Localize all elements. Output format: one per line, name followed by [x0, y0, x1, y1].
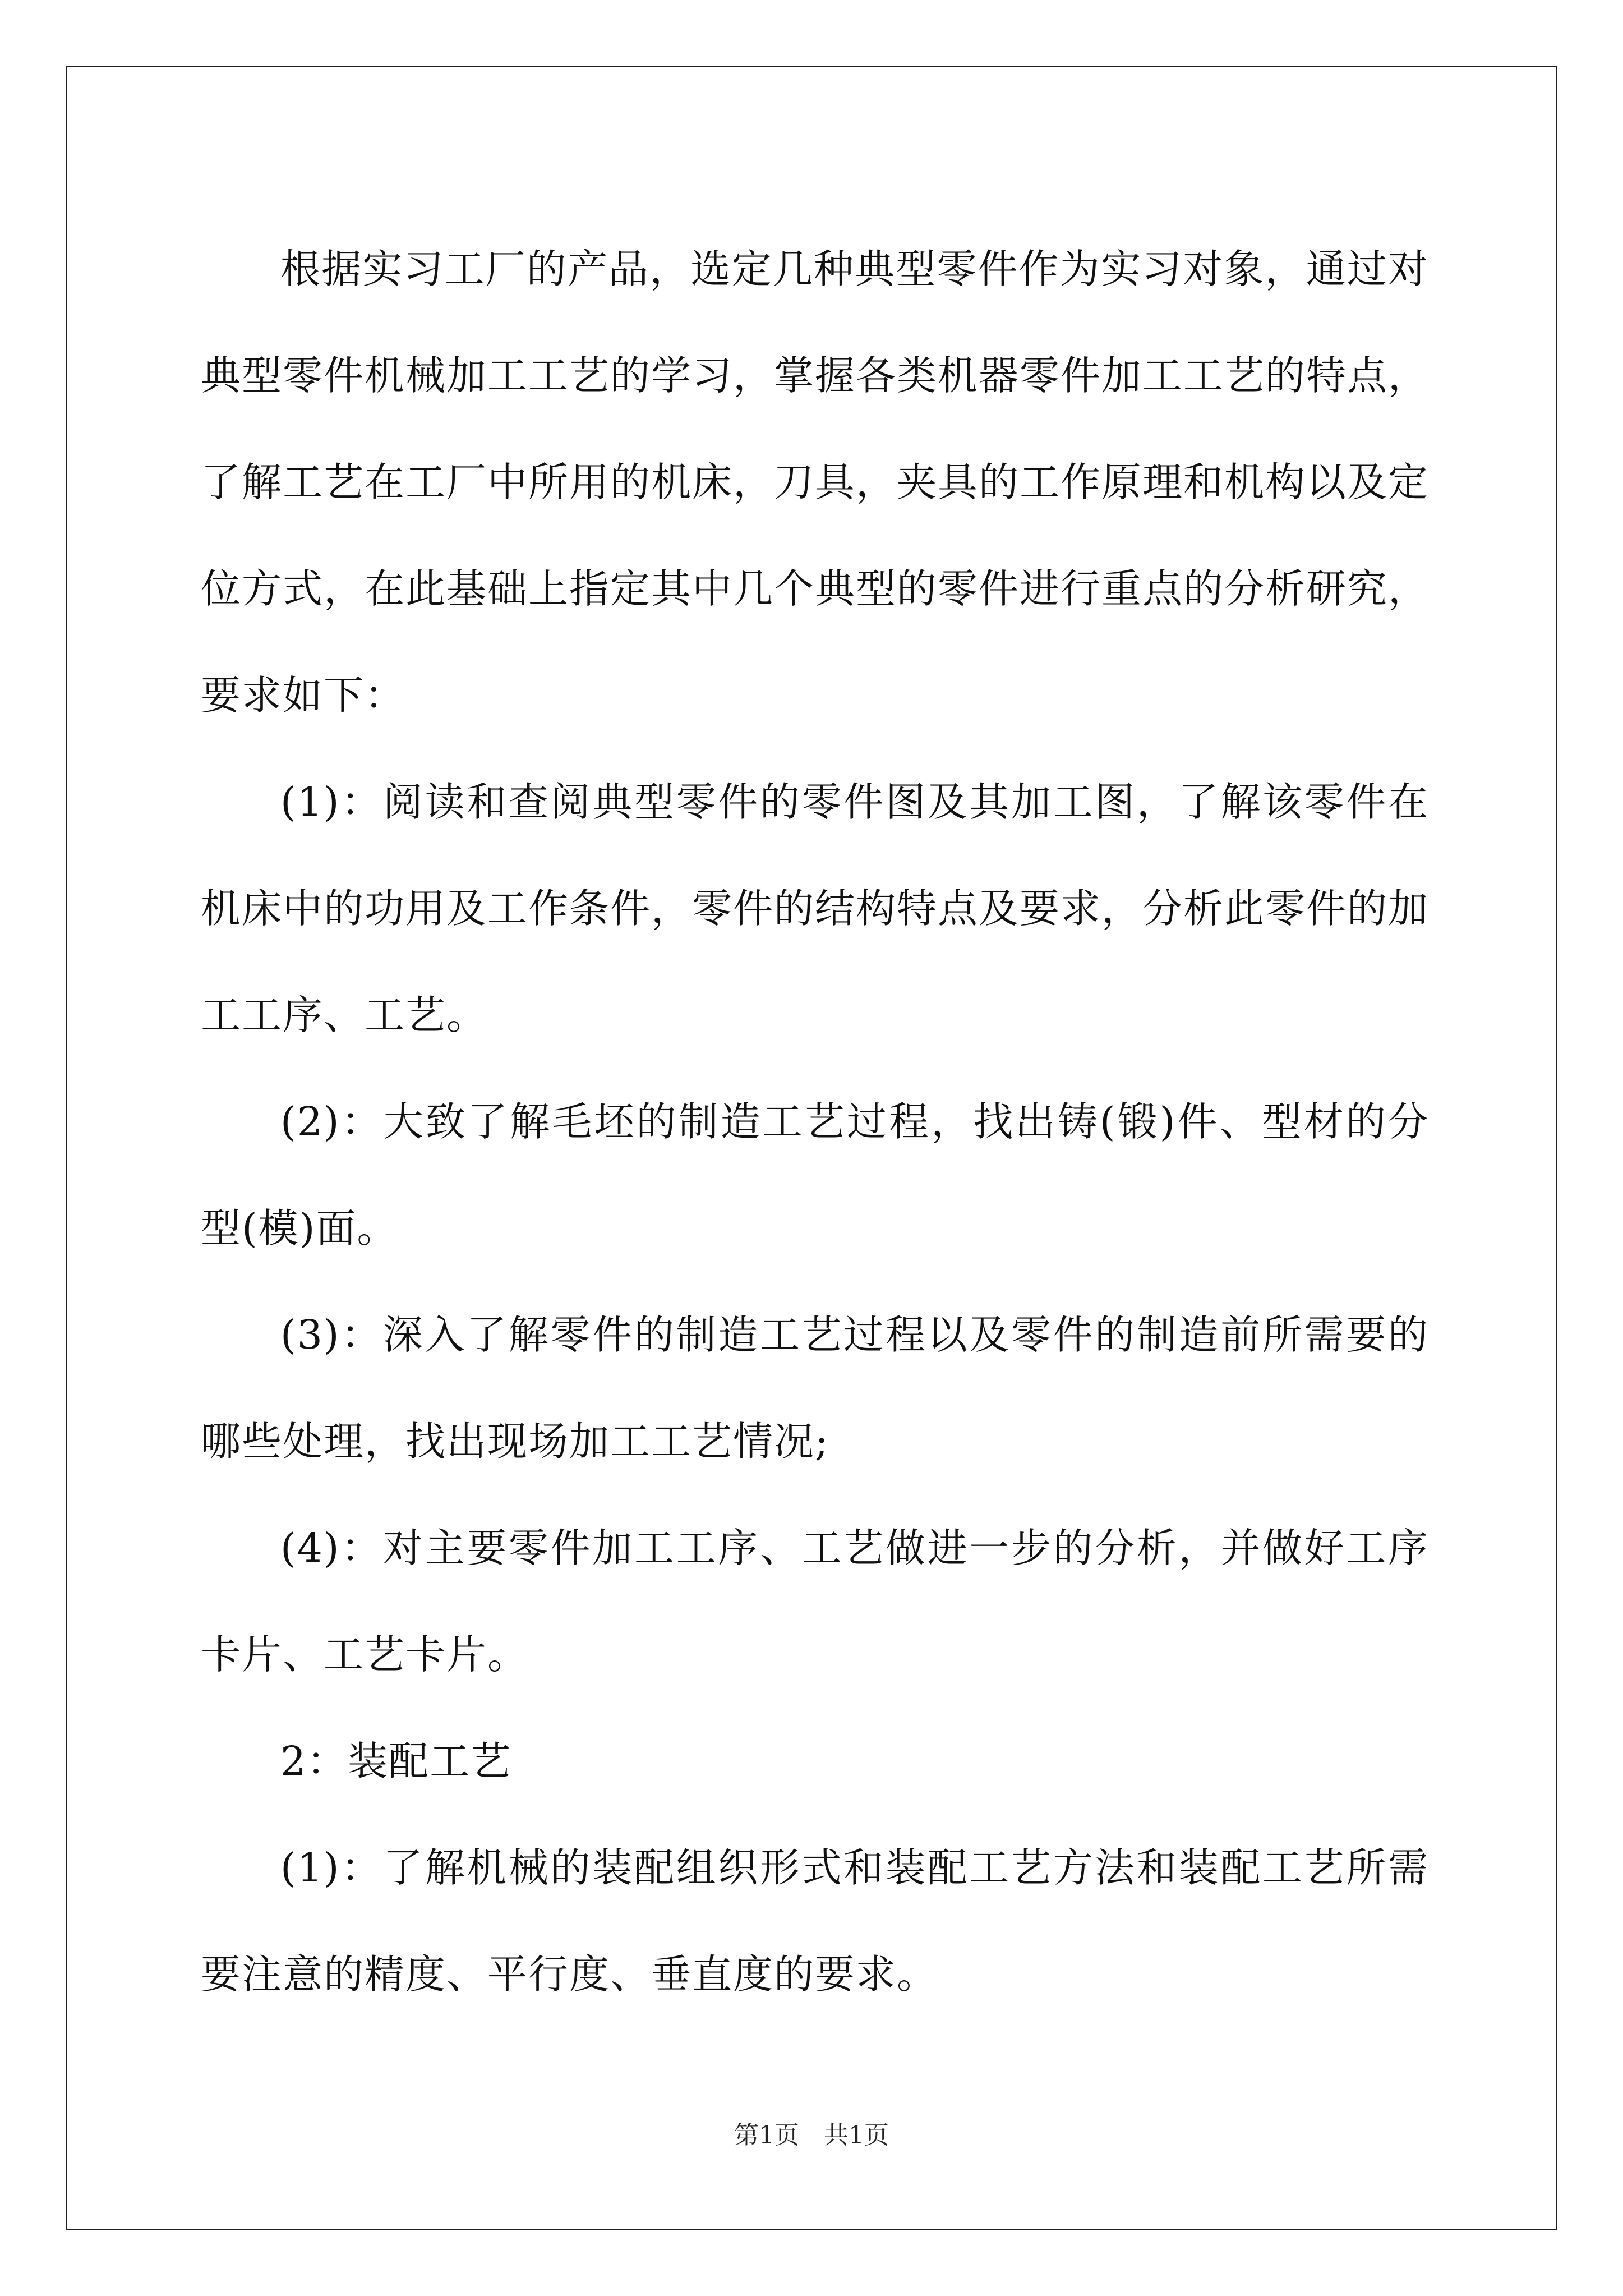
- section-heading-assembly: 2：装配工艺: [280, 1738, 512, 1784]
- paragraph-item-3: (3)：深入了解零件的制造工艺过程以及零件的制造前所需要的哪些处理，找出现场加工工艺情况;: [201, 1312, 1429, 1465]
- paragraph-item-2: (2)：大致了解毛坯的制造工艺过程，找出铸(锻)件、型材的分型(模)面。: [201, 1098, 1429, 1251]
- paragraph-assembly-item-1: (1)：了解机械的装配组织形式和装配工艺方法和装配工艺所需要注意的精度、平行度、垂直度的要求。: [201, 1844, 1429, 1998]
- page-footer: 第1页 共1页: [734, 2121, 889, 2150]
- paragraph-item-4: (4)：对主要零件加工工序、工艺做进一步的分析，并做好工序卡片、工艺卡片。: [201, 1525, 1429, 1678]
- paragraph-item-1: (1)：阅读和查阅典型零件的零件图及其加工图，了解该零件在机床中的功用及工作条件，零件的结构特点及要求，分析此零件的加工工序、工艺。: [201, 779, 1430, 1038]
- paragraph-intro: 根据实习工厂的产品，选定几种典型零件作为实习对象，通过对典型零件机械加工工艺的学习，掌握各类机器零件加工工艺的特点，了解工艺在工厂中所用的机床，刀具，夹具的工作原理和机构以及定位方式，在此基础上指定其中几个典型的零件进行重点的分析研究，要求如下：: [201, 246, 1430, 719]
- document-body: [201, 216, 1429, 2028]
